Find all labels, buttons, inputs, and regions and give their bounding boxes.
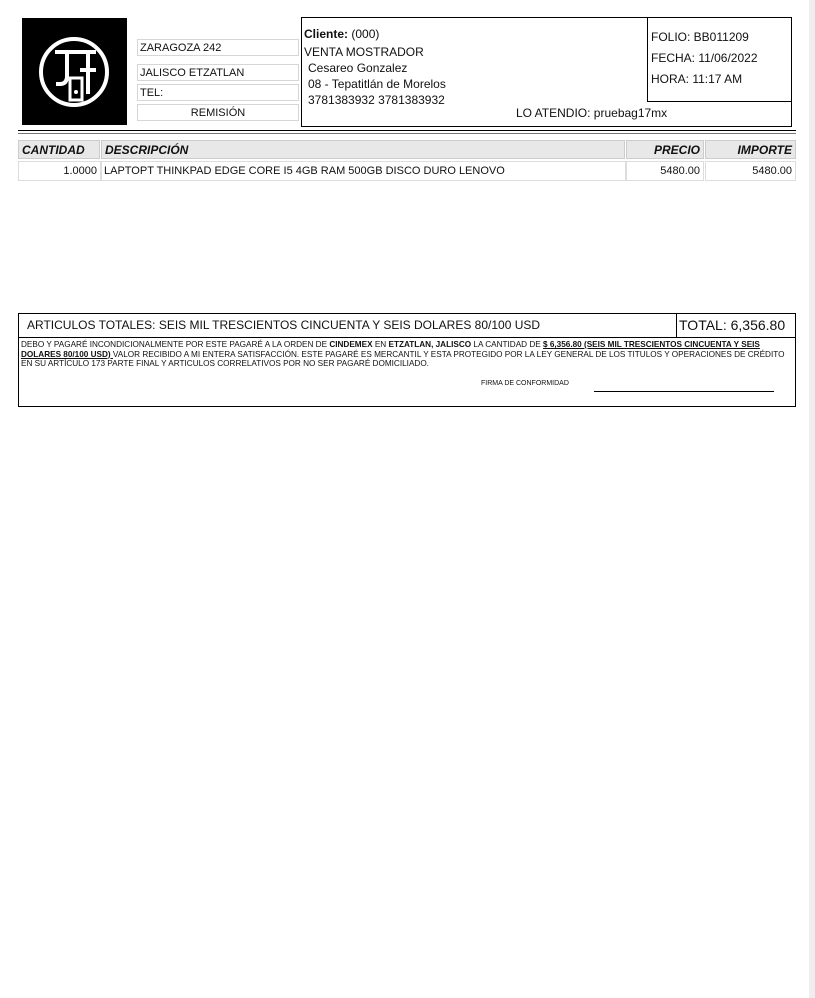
client-contact: Cesareo Gonzalez [308,61,408,75]
totals-section [18,313,796,407]
pagare-part3: LA CANTIDAD DE [471,340,544,349]
cell-cantidad: 1.0000 [18,161,101,181]
divider-top [18,130,796,131]
total-amount: TOTAL: 6,356.80 [676,314,795,337]
col-header-precio: PRECIO [626,140,704,159]
divider-bottom [18,133,796,134]
signature-line [594,391,774,392]
pagare-part4: VALOR RECIBIDO A MI ENTERA SATISFACCIÓN. ESTE PAGARÉ ES MERCANTIL Y ESTA PROTEGIDO POR LA LEY GENERAL DE LOS TITULOS Y OPERACIONES DE CRÉDITO EN SU ARTÍCULO 173 PARTE FINAL Y ARTICULOS CORRELATIVOS POR NO SER PAGARÉ DOMICILIADO. [21,349,785,368]
pagare-place: ETZATLAN, JALISCO [388,340,472,349]
client-code: (000) [351,27,380,41]
signature-label: FIRMA DE CONFORMIDAD [481,380,569,387]
totals-row [19,314,795,338]
pagare-text [21,340,793,369]
document-type: REMISIÓN [137,104,299,121]
col-header-descripcion: DESCRIPCIÓN [101,140,625,159]
client-phones: 3781383932 3781383932 [308,93,445,107]
hora: HORA: 11:17 AM [651,72,743,86]
pagare-company: CINDEMEX [329,340,373,349]
col-header-cantidad: CANTIDAD [18,140,100,159]
folio-box-lower [647,101,792,127]
attended-by: LO ATENDIO: pruebag17mx [516,106,668,120]
pagare-part1: DEBO Y PAGARÉ INCONDICIONALMENTE POR ESTE PAGARÉ A LA ORDEN DE [21,340,330,349]
folio: FOLIO: BB011209 [651,30,749,44]
pagare-part2: EN [372,340,389,349]
col-header-importe: IMPORTE [705,140,796,159]
cell-descripcion: LAPTOPT THINKPAD EDGE CORE I5 4GB RAM 500GB DISCO DURO LENOVO [101,161,626,181]
company-address-line2: JALISCO ETZATLAN [137,64,299,81]
fecha: FECHA: 11/06/2022 [651,51,758,65]
page-edge [809,0,815,998]
client-info-box [301,17,668,127]
client-label-line [304,26,379,42]
company-tel: TEL: [137,84,299,101]
folio-box [647,17,792,102]
cell-precio: 5480.00 [626,161,704,181]
cell-importe: 5480.00 [705,161,796,181]
pagare-amount: $ 6,356.80 (SEIS MIL TRESCIENTOS CINCUENTA Y SEIS DOLARES 80/100 USD) [21,340,760,359]
total-in-words: ARTICULOS TOTALES: SEIS MIL TRESCIENTOS CINCUENTA Y SEIS DOLARES 80/100 USD [27,318,541,332]
client-location: 08 - Tepatitlán de Morelos [308,77,446,91]
company-logo [22,18,127,125]
client-name: VENTA MOSTRADOR [304,45,424,59]
client-label: Cliente: [304,27,349,41]
company-address-line1: ZARAGOZA 242 [137,39,299,56]
